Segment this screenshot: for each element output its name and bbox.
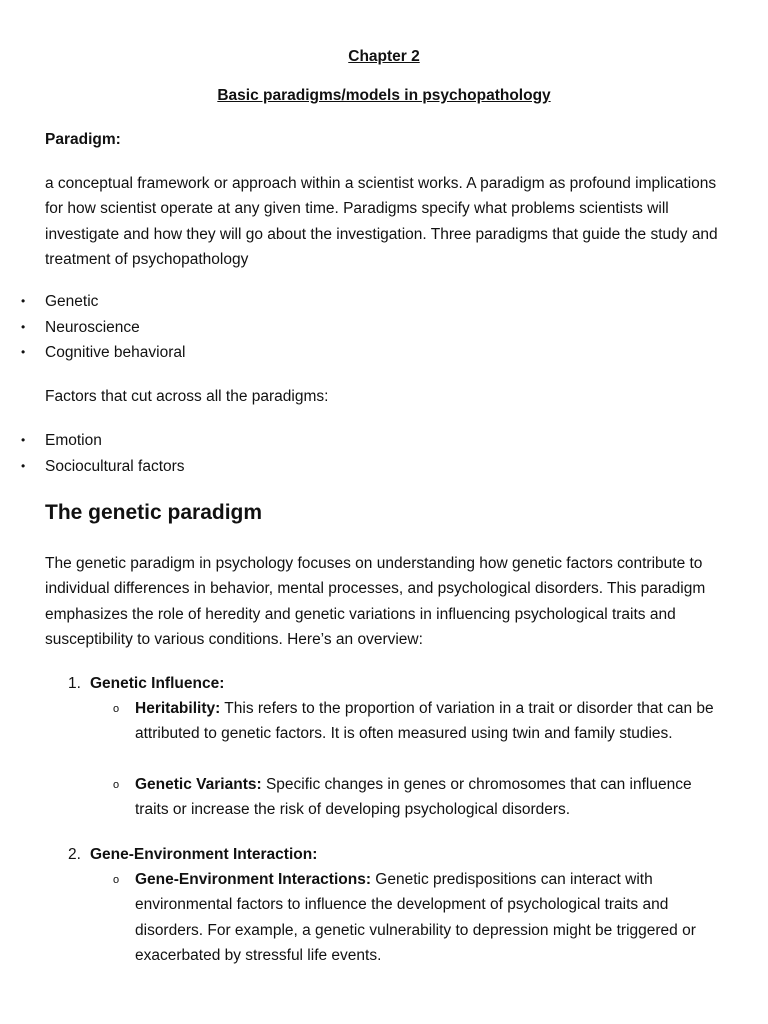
list-item (0, 315, 185, 341)
paradigm-label: Paradigm: (45, 131, 121, 148)
genetic-paradigm-heading: The genetic paradigm (45, 501, 263, 524)
list-item-label: Sociocultural factors (45, 457, 185, 475)
sub-item-genetic-variants (113, 772, 723, 823)
bullet-icon: • (21, 433, 26, 447)
paradigm-list (0, 289, 185, 366)
section-title: Gene-Environment Interaction: (90, 846, 318, 863)
chapter-title: Chapter 2 (348, 48, 420, 65)
sub-item-gene-environment (113, 867, 723, 968)
list-item (0, 289, 185, 315)
paradigm-definition: a conceptual framework or approach within a scientist works. A paradigm as profound implications for how scientist operate at any given time. Paradigms specify what problems scientists will investigate and how they will go about the investigation. Three paradigms that guide the study and treatment of psychopathology (45, 175, 718, 268)
term-description: Specific changes in genes or chromosomes that can influence traits or increase the risk of developing psychological disorders. (135, 776, 692, 819)
term-description: Genetic predispositions can interact with environmental factors to influence the development of psychological traits and disorders. For example, a genetic vulnerability to depression might be triggered or exacerbated by stressful life events. (135, 871, 696, 964)
numbered-section-2 (68, 846, 317, 864)
bullet-icon: • (21, 345, 26, 359)
list-item-label: Neuroscience (45, 318, 140, 336)
term-label: Heritability: (135, 700, 221, 717)
bullet-icon: • (21, 319, 26, 334)
list-item-label: Cognitive behavioral (45, 344, 186, 361)
list-item-label: Genetic (45, 293, 99, 310)
section-title: Genetic Influence: (90, 675, 225, 692)
bullet-icon: • (21, 458, 26, 473)
list-item (0, 428, 185, 454)
circle-bullet-icon: o (113, 874, 120, 886)
cross-factors-list (0, 428, 185, 479)
sub-item-text (135, 867, 723, 968)
document-subtitle: Basic paradigms/models in psychopathology (217, 87, 551, 104)
term-label: Genetic Variants: (135, 776, 262, 793)
list-item-label: Emotion (45, 432, 102, 449)
genetic-paradigm-intro: The genetic paradigm in psychology focuses on understanding how genetic factors contribute to individual differences in behavior, mental processes, and psychological disorders. This paradigm emphasizes the role of heredity and genetic variations in influencing psychological traits and susceptibility to various conditions. Here’s an overview: (45, 555, 706, 648)
list-item (0, 340, 185, 366)
sub-item-heritability (113, 696, 723, 747)
sub-item-text (135, 696, 723, 747)
circle-bullet-icon: o (113, 779, 120, 791)
sub-item-text (135, 772, 723, 823)
bullet-icon: • (21, 294, 26, 308)
numbered-section-1 (68, 675, 224, 693)
section-number: 1. (68, 675, 81, 692)
circle-bullet-icon: o (113, 703, 120, 715)
term-label: Gene-Environment Interactions: (135, 871, 371, 888)
list-item (0, 454, 185, 480)
term-description: This refers to the proportion of variation in a trait or disorder that can be attributed to genetic factors. It is often measured using twin and family studies. (135, 700, 714, 743)
cross-factors-intro: Factors that cut across all the paradigms: (45, 388, 329, 405)
section-number: 2. (68, 846, 81, 863)
